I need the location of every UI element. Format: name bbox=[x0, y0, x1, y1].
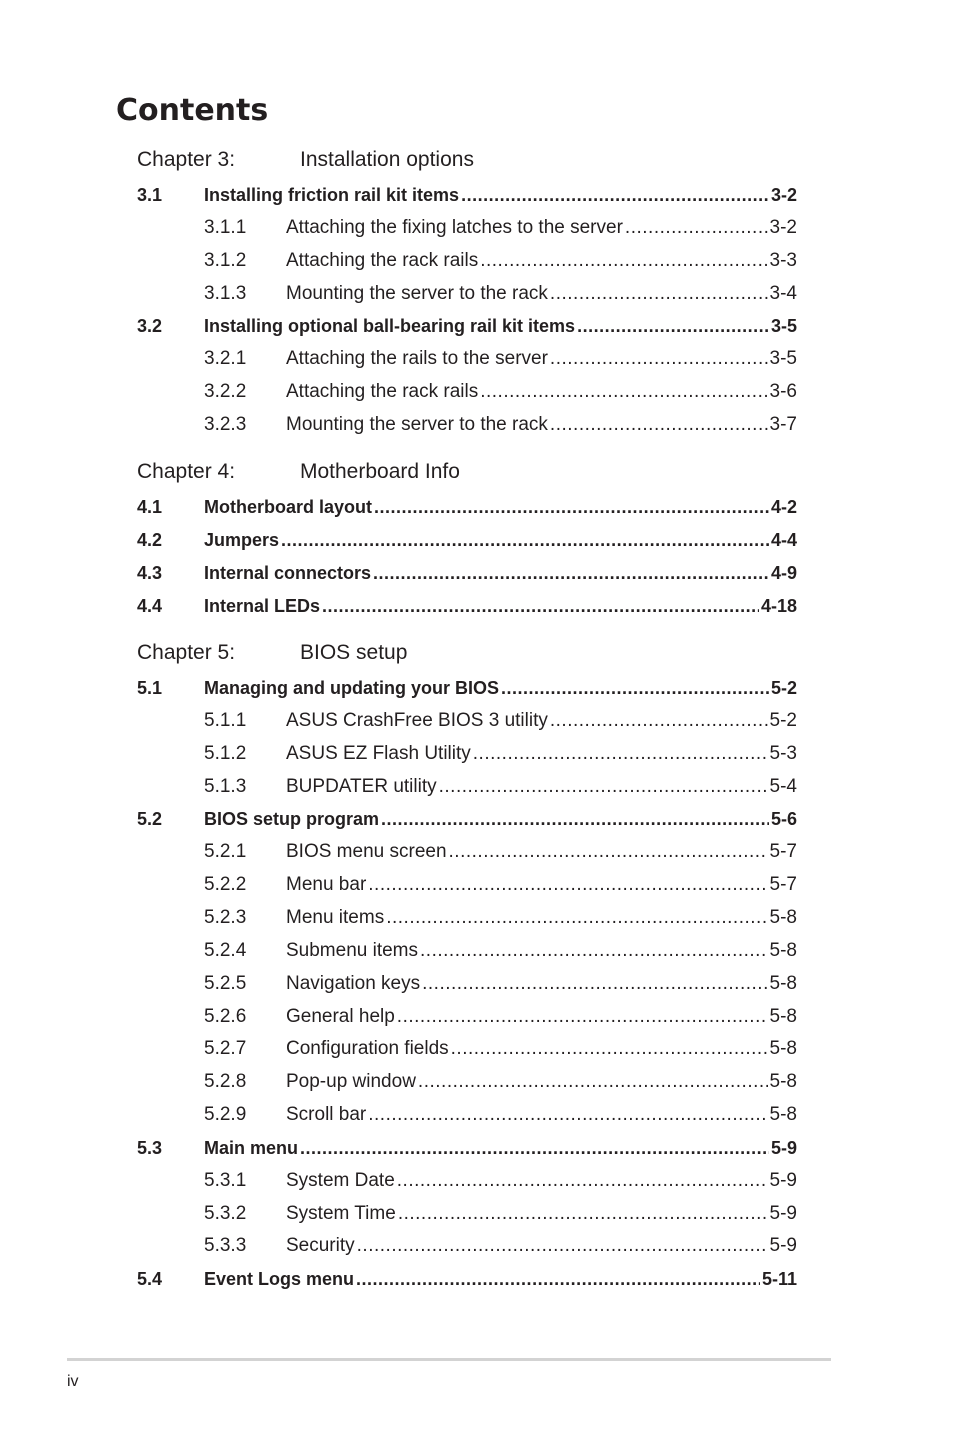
entry-title: BIOS menu screen bbox=[286, 841, 447, 863]
entry-number: 5.2.1 bbox=[204, 841, 247, 863]
entry-page-number: 5-8 bbox=[769, 939, 797, 961]
toc-subsection-entry[interactable] bbox=[137, 709, 797, 733]
toc-subsection-entry[interactable] bbox=[137, 775, 797, 799]
chapter-number: Chapter 4: bbox=[137, 460, 236, 483]
dot-leader bbox=[550, 709, 768, 733]
entry-line bbox=[286, 709, 797, 733]
toc-section-entry[interactable] bbox=[137, 1267, 797, 1291]
entry-line bbox=[286, 347, 797, 371]
entry-number: 3.2 bbox=[137, 316, 163, 337]
entry-page-number: 5-7 bbox=[769, 874, 797, 896]
entry-line bbox=[286, 380, 797, 404]
entry-page-number: 4-2 bbox=[770, 497, 797, 517]
dot-leader bbox=[439, 775, 768, 799]
dot-leader bbox=[322, 594, 759, 618]
entry-line bbox=[286, 840, 797, 864]
entry-title: General help bbox=[286, 1005, 395, 1027]
entry-number: 4.4 bbox=[137, 595, 163, 616]
entry-page-number: 5-9 bbox=[770, 1137, 797, 1158]
entry-title: Attaching the fixing latches to the server bbox=[286, 216, 623, 238]
toc-section-entry[interactable] bbox=[137, 1136, 797, 1160]
dot-leader bbox=[418, 1070, 768, 1094]
entry-number: 5.2.5 bbox=[204, 972, 247, 994]
dot-leader bbox=[451, 1037, 768, 1061]
toc-subsection-entry[interactable] bbox=[137, 972, 797, 996]
dot-leader bbox=[357, 1234, 768, 1258]
entry-number: 3.1.3 bbox=[204, 282, 247, 304]
entry-page-number: 3-4 bbox=[769, 282, 797, 304]
entry-title: Attaching the rails to the server bbox=[286, 348, 548, 370]
entry-number: 5.2.9 bbox=[204, 1104, 247, 1126]
toc-subsection-entry[interactable] bbox=[137, 282, 797, 306]
entry-title: Managing and updating your BIOS bbox=[204, 678, 499, 698]
entry-page-number: 5-8 bbox=[769, 972, 797, 994]
entry-title: Scroll bar bbox=[286, 1104, 367, 1126]
dot-leader bbox=[300, 1136, 769, 1160]
dot-leader bbox=[373, 561, 769, 585]
entry-line bbox=[286, 939, 797, 963]
entry-title: System Date bbox=[286, 1169, 395, 1191]
entry-line bbox=[286, 249, 797, 273]
dot-leader bbox=[386, 906, 767, 930]
entry-title: Main menu bbox=[204, 1137, 299, 1158]
chapter-title: Installation options bbox=[300, 148, 474, 171]
entry-line bbox=[286, 775, 797, 799]
toc-section-entry[interactable] bbox=[137, 594, 797, 618]
toc-section-entry[interactable] bbox=[137, 561, 797, 585]
toc-section-entry[interactable] bbox=[137, 314, 797, 338]
entry-number: 5.2.8 bbox=[204, 1071, 247, 1093]
entry-line bbox=[286, 413, 797, 437]
entry-title: ASUS EZ Flash Utility bbox=[286, 742, 471, 764]
entry-number: 5.2.2 bbox=[204, 874, 247, 896]
toc-subsection-entry[interactable] bbox=[137, 1202, 797, 1226]
toc-subsection-entry[interactable] bbox=[137, 1169, 797, 1193]
toc-subsection-entry[interactable] bbox=[137, 1005, 797, 1029]
entry-title: Pop-up window bbox=[286, 1071, 416, 1093]
toc-subsection-entry[interactable] bbox=[137, 906, 797, 930]
page-number: iv bbox=[67, 1373, 79, 1390]
dot-leader bbox=[398, 1202, 768, 1226]
dot-leader bbox=[577, 314, 769, 338]
entry-line bbox=[204, 807, 797, 831]
dot-leader bbox=[480, 380, 767, 404]
dot-leader bbox=[368, 873, 767, 897]
entry-title: Installing friction rail kit items bbox=[204, 185, 460, 205]
entry-number: 4.1 bbox=[137, 497, 163, 517]
entry-title: Motherboard layout bbox=[204, 497, 373, 517]
entry-title: Internal connectors bbox=[204, 562, 372, 583]
entry-title: Menu bar bbox=[286, 874, 367, 896]
dot-leader bbox=[449, 840, 768, 864]
toc-subsection-entry[interactable] bbox=[137, 742, 797, 766]
entry-title: Installing optional ball-bearing rail kit items bbox=[204, 316, 576, 337]
entry-title: Internal LEDs bbox=[204, 595, 321, 616]
entry-number: 5.4 bbox=[137, 1269, 163, 1290]
toc-subsection-entry[interactable] bbox=[137, 1103, 797, 1127]
entry-page-number: 5-9 bbox=[769, 1202, 797, 1224]
entry-page-number: 5-9 bbox=[769, 1235, 797, 1257]
entry-page-number: 5-4 bbox=[769, 775, 797, 797]
entry-page-number: 4-9 bbox=[770, 562, 797, 583]
entry-page-number: 5-8 bbox=[769, 1104, 797, 1126]
entry-number: 3.1 bbox=[137, 185, 163, 205]
entry-title: BIOS setup program bbox=[204, 809, 380, 830]
toc-section-entry[interactable] bbox=[137, 495, 797, 519]
dot-leader bbox=[461, 183, 769, 207]
entry-page-number: 5-8 bbox=[769, 1038, 797, 1060]
entry-title: Configuration fields bbox=[286, 1038, 449, 1060]
entry-page-number: 5-3 bbox=[769, 742, 797, 764]
entry-title: Event Logs menu bbox=[204, 1269, 355, 1290]
dot-leader bbox=[501, 676, 769, 700]
toc-subsection-entry[interactable] bbox=[137, 1037, 797, 1061]
entry-page-number: 3-6 bbox=[769, 381, 797, 403]
toc-section-entry[interactable] bbox=[137, 528, 797, 552]
entry-page-number: 3-2 bbox=[770, 185, 797, 205]
entry-title: Security bbox=[286, 1235, 355, 1257]
entry-line bbox=[286, 873, 797, 897]
entry-page-number: 4-18 bbox=[760, 595, 797, 616]
entry-title: Attaching the rack rails bbox=[286, 249, 479, 271]
entry-title: Mounting the server to the rack bbox=[286, 413, 548, 435]
toc-section-entry[interactable] bbox=[137, 807, 797, 831]
dot-leader bbox=[550, 347, 768, 371]
entry-number: 5.1 bbox=[137, 678, 163, 698]
entry-line bbox=[286, 282, 797, 306]
toc-subsection-entry[interactable] bbox=[137, 840, 797, 864]
entry-page-number: 5-8 bbox=[769, 906, 797, 928]
dot-leader bbox=[625, 216, 768, 240]
dot-leader bbox=[480, 249, 767, 273]
dot-leader bbox=[381, 807, 769, 831]
toc-subsection-entry[interactable] bbox=[137, 249, 797, 273]
entry-page-number: 3-5 bbox=[770, 316, 797, 337]
entry-line bbox=[286, 216, 797, 240]
entry-title: BUPDATER utility bbox=[286, 775, 437, 797]
entry-number: 5.3.3 bbox=[204, 1235, 247, 1257]
entry-line bbox=[286, 1202, 797, 1226]
entry-number: 3.1.2 bbox=[204, 249, 247, 271]
entry-title: Attaching the rack rails bbox=[286, 381, 479, 403]
dot-leader bbox=[420, 939, 768, 963]
toc-subsection-entry[interactable] bbox=[137, 347, 797, 371]
entry-page-number: 5-6 bbox=[770, 809, 797, 830]
entry-number: 5.1.2 bbox=[204, 742, 247, 764]
entry-title: Mounting the server to the rack bbox=[286, 282, 548, 304]
toc-subsection-entry[interactable] bbox=[137, 413, 797, 437]
entry-page-number: 5-2 bbox=[769, 709, 797, 731]
dot-leader bbox=[550, 282, 768, 306]
entry-line bbox=[204, 528, 797, 552]
entry-title: System Time bbox=[286, 1202, 396, 1224]
entry-line bbox=[204, 676, 797, 700]
entry-number: 3.2.2 bbox=[204, 381, 247, 403]
entry-line bbox=[204, 561, 797, 585]
toc-section-entry[interactable] bbox=[137, 676, 797, 700]
entry-number: 5.1.1 bbox=[204, 709, 247, 731]
chapter-title: BIOS setup bbox=[300, 641, 408, 664]
entry-page-number: 5-8 bbox=[769, 1071, 797, 1093]
entry-page-number: 5-7 bbox=[769, 841, 797, 863]
toc-subsection-entry[interactable] bbox=[137, 1234, 797, 1258]
entry-line bbox=[286, 1037, 797, 1061]
dot-leader bbox=[356, 1267, 760, 1291]
toc-section-entry[interactable] bbox=[137, 183, 797, 207]
chapter-number: Chapter 3: bbox=[137, 148, 236, 171]
entry-line bbox=[204, 594, 797, 618]
toc-subsection-entry[interactable] bbox=[137, 1070, 797, 1094]
entry-line bbox=[204, 495, 797, 519]
dot-leader bbox=[397, 1005, 768, 1029]
toc-subsection-entry[interactable] bbox=[137, 939, 797, 963]
entry-number: 5.2.3 bbox=[204, 906, 247, 928]
entry-line bbox=[286, 1103, 797, 1127]
toc-subsection-entry[interactable] bbox=[137, 873, 797, 897]
entry-line bbox=[286, 1234, 797, 1258]
entry-number: 5.2 bbox=[137, 809, 163, 830]
entry-title: ASUS CrashFree BIOS 3 utility bbox=[286, 709, 548, 731]
entry-number: 4.2 bbox=[137, 529, 163, 550]
dot-leader bbox=[473, 742, 768, 766]
entry-number: 4.3 bbox=[137, 562, 163, 583]
page-title: Contents bbox=[116, 93, 269, 128]
entry-number: 5.2.7 bbox=[204, 1038, 247, 1060]
entry-line bbox=[286, 1005, 797, 1029]
entry-line bbox=[204, 183, 797, 207]
entry-number: 5.3 bbox=[137, 1137, 163, 1158]
entry-title: Jumpers bbox=[204, 529, 280, 550]
entry-number: 5.3.1 bbox=[204, 1169, 247, 1191]
dot-leader bbox=[397, 1169, 768, 1193]
dot-leader bbox=[550, 413, 768, 437]
toc-subsection-entry[interactable] bbox=[137, 380, 797, 404]
entry-page-number: 3-5 bbox=[769, 348, 797, 370]
entry-number: 5.1.3 bbox=[204, 775, 247, 797]
toc-subsection-entry[interactable] bbox=[137, 216, 797, 240]
entry-line bbox=[286, 1070, 797, 1094]
entry-line bbox=[286, 972, 797, 996]
entry-line bbox=[204, 314, 797, 338]
entry-page-number: 3-3 bbox=[769, 249, 797, 271]
dot-leader bbox=[374, 495, 769, 519]
entry-number: 5.3.2 bbox=[204, 1202, 247, 1224]
dot-leader bbox=[368, 1103, 767, 1127]
entry-line bbox=[286, 1169, 797, 1193]
entry-number: 3.2.1 bbox=[204, 348, 247, 370]
entry-title: Submenu items bbox=[286, 939, 419, 961]
entry-line bbox=[286, 742, 797, 766]
entry-page-number: 5-8 bbox=[769, 1005, 797, 1027]
entry-number: 3.1.1 bbox=[204, 216, 247, 238]
footer-divider bbox=[67, 1358, 831, 1361]
entry-page-number: 5-9 bbox=[769, 1169, 797, 1191]
entry-page-number: 5-2 bbox=[770, 678, 797, 698]
entry-page-number: 3-2 bbox=[769, 216, 797, 238]
chapter-title: Motherboard Info bbox=[300, 460, 460, 483]
entry-page-number: 4-4 bbox=[770, 529, 797, 550]
entry-line bbox=[204, 1136, 797, 1160]
entry-line bbox=[286, 906, 797, 930]
dot-leader bbox=[422, 972, 767, 996]
entry-number: 5.2.6 bbox=[204, 1005, 247, 1027]
entry-title: Menu items bbox=[286, 906, 385, 928]
entry-page-number: 3-7 bbox=[769, 413, 797, 435]
entry-page-number: 5-11 bbox=[761, 1269, 797, 1290]
entry-line bbox=[204, 1267, 797, 1291]
entry-number: 5.2.4 bbox=[204, 939, 247, 961]
entry-number: 3.2.3 bbox=[204, 413, 247, 435]
entry-title: Navigation keys bbox=[286, 972, 421, 994]
chapter-number: Chapter 5: bbox=[137, 641, 236, 664]
dot-leader bbox=[281, 528, 769, 552]
